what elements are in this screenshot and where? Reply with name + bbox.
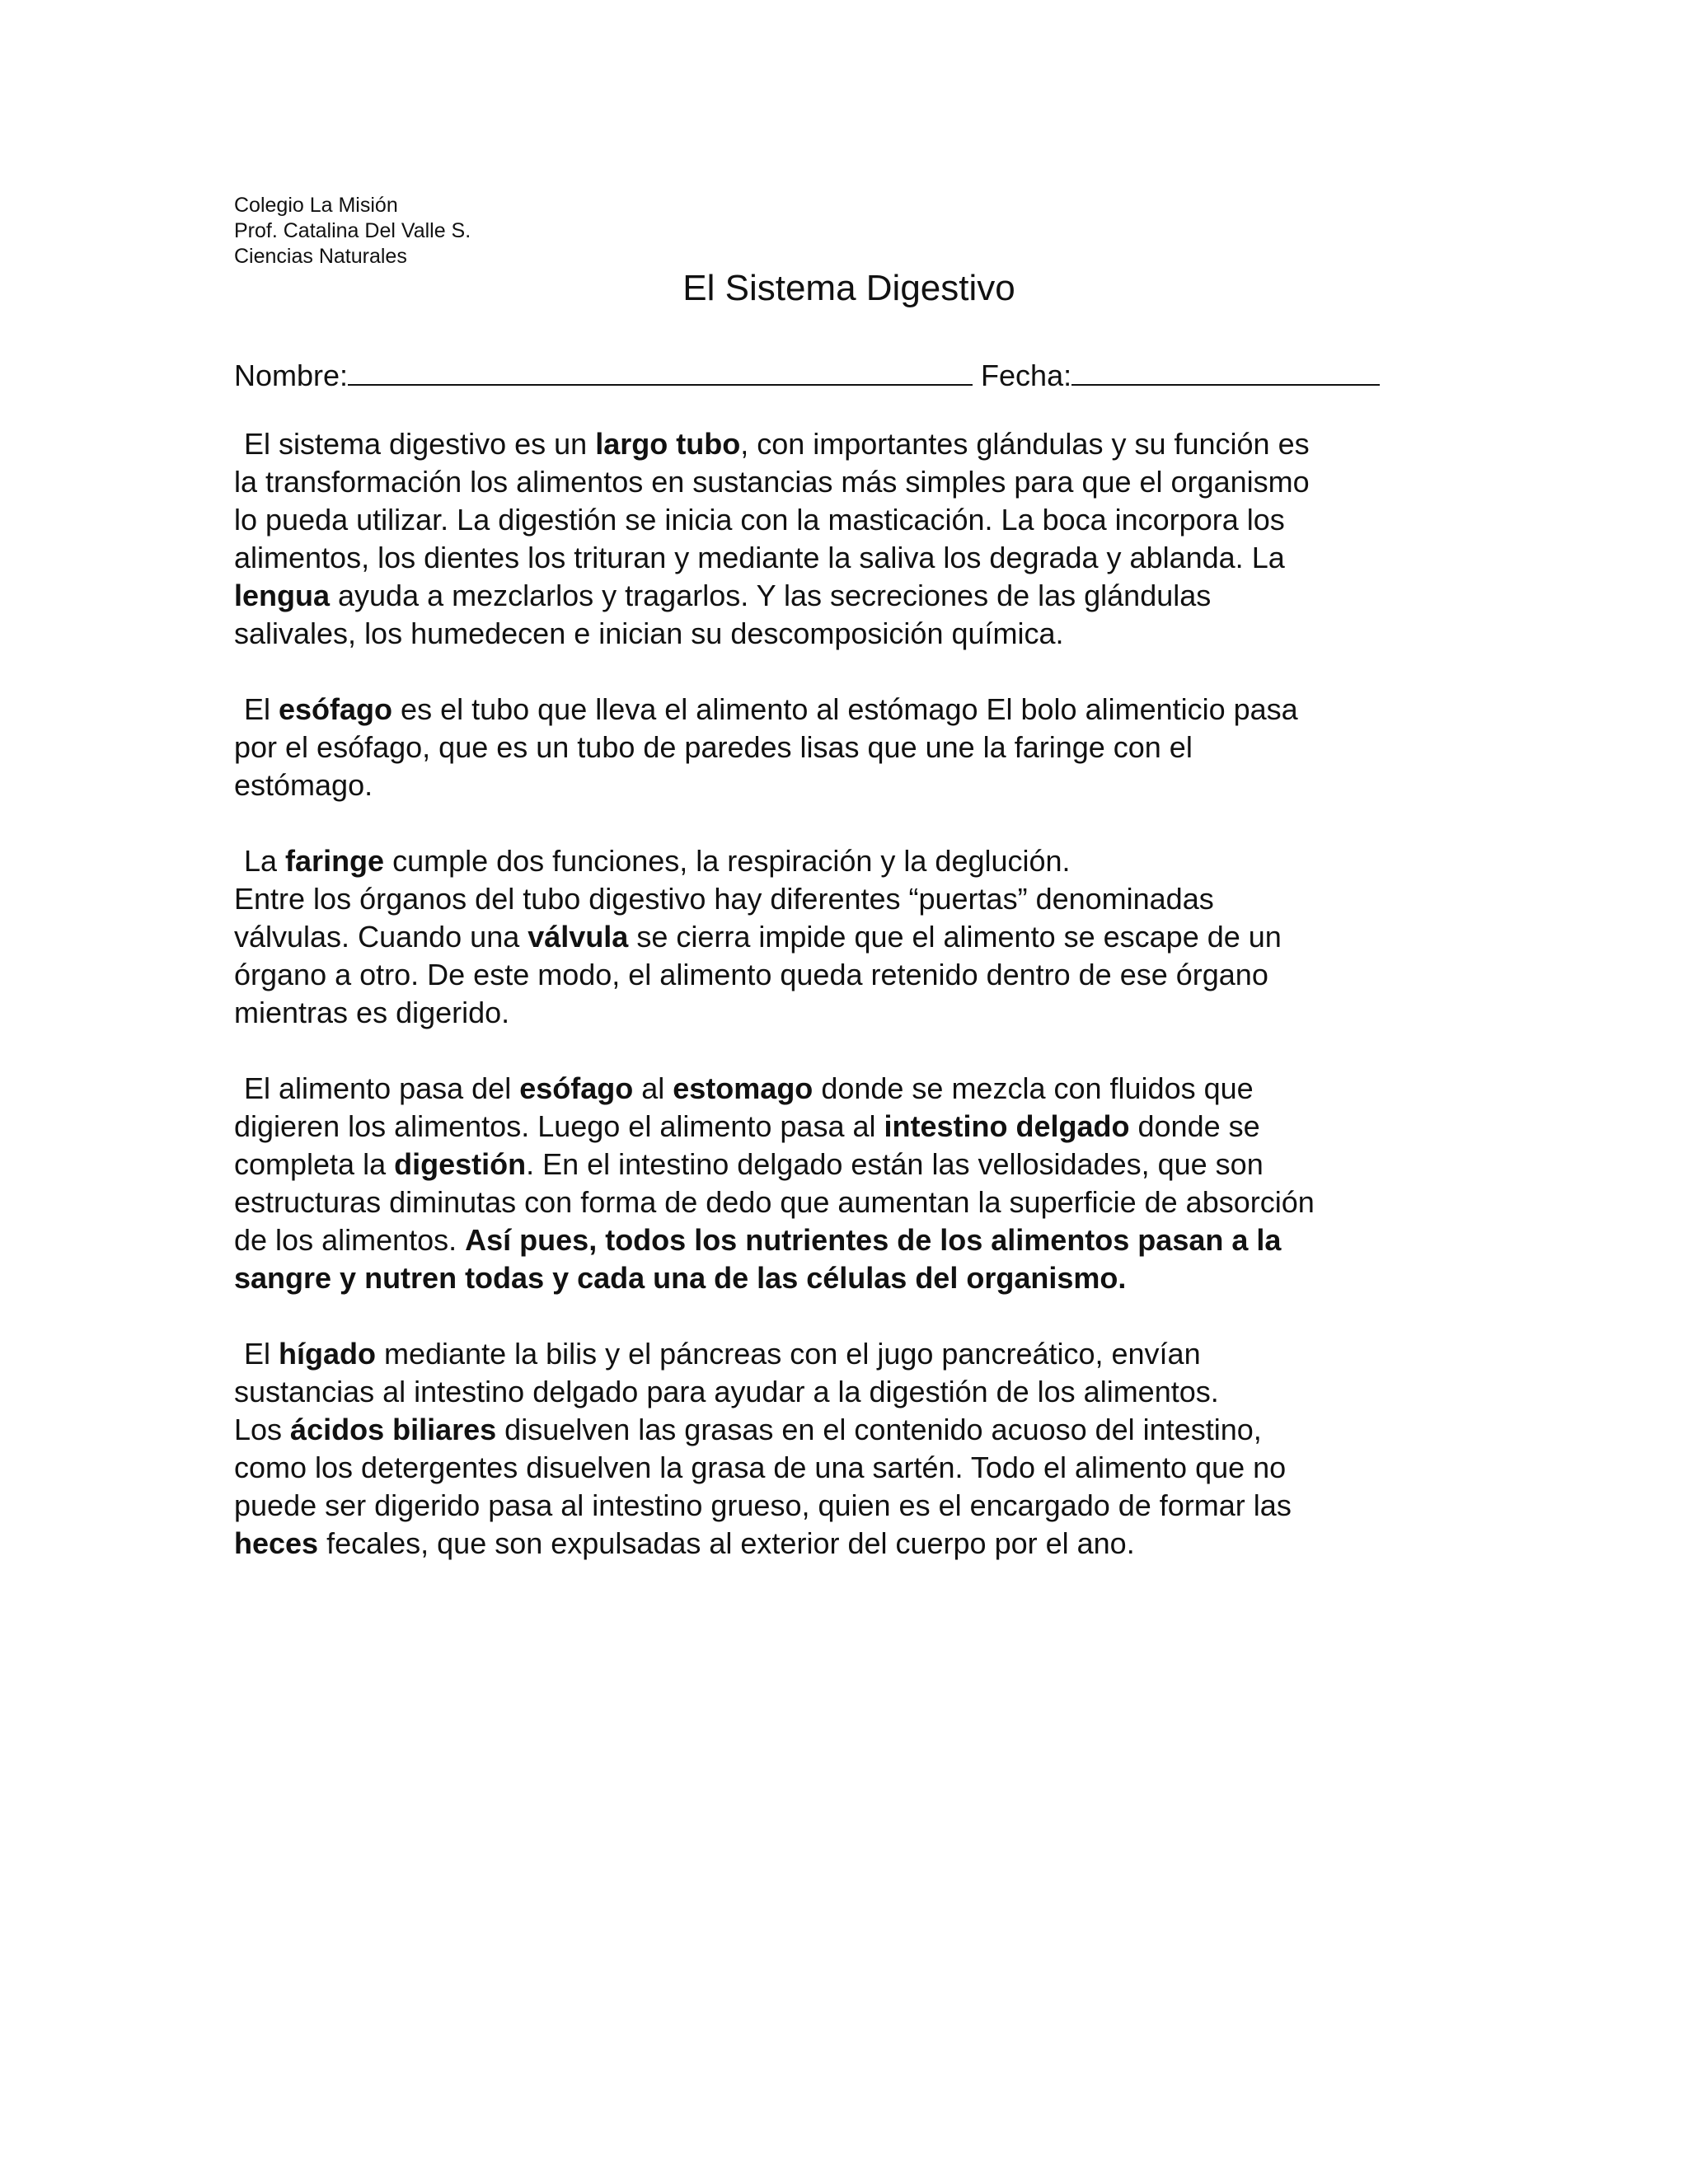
bold-term: lengua	[234, 579, 331, 612]
text-line: salivales, los humedecen e inician su descomposición química.	[234, 616, 1064, 650]
text-line: la transformación los alimentos en sustancias más simples para que el organismo	[234, 465, 1310, 499]
text-line: Entre los órganos del tubo digestivo hay diferentes “puertas” denominadas	[234, 882, 1214, 916]
text-line: sustancias al intestino delgado para ayudar a la digestión de los alimentos.	[234, 1375, 1219, 1408]
text-line	[234, 1525, 1454, 1563]
text-run: La	[244, 844, 286, 878]
text-line	[234, 1259, 1454, 1297]
text-line	[234, 691, 1454, 729]
text-run: mediante la bilis y el páncreas con el jugo pancreático, envían	[376, 1337, 1201, 1371]
text-line	[234, 918, 1454, 956]
text-line: órgano a otro. De este modo, el alimento queda retenido dentro de ese órgano	[234, 958, 1268, 991]
school-name: Colegio La Misión	[234, 194, 398, 217]
text-line: alimentos, los dientes los trituran y mediante la saliva los degrada y ablanda. La	[234, 541, 1285, 574]
text-run: completa la	[234, 1147, 395, 1181]
page-title	[0, 265, 1688, 312]
page-title-text: El Sistema Digestivo	[682, 268, 1015, 308]
paragraph-5	[234, 1335, 1454, 1563]
text-run: se cierra impide que el alimento se escape de un	[628, 920, 1282, 954]
bold-sentence: sangre y nutren todas y cada una de las células del organismo.	[234, 1261, 1127, 1295]
text-run: ayuda a mezclarlos y tragarlos. Y las secreciones de las glándulas	[330, 579, 1212, 612]
bold-term: válvula	[528, 920, 629, 954]
student-fields	[234, 356, 1380, 396]
document-header	[234, 193, 471, 269]
text-run: El	[244, 692, 279, 726]
text-line	[234, 1070, 1454, 1108]
text-run: es el tubo que lleva el alimento al estómago El bolo alimenticio pasa	[392, 692, 1298, 726]
date-blank-line[interactable]	[1071, 359, 1380, 386]
subject-name: Ciencias Naturales	[234, 245, 407, 268]
text-line: por el esófago, que es un tubo de paredes lisas que une la faringe con el	[234, 730, 1193, 764]
teacher-name: Prof. Catalina Del Valle S.	[234, 219, 471, 242]
text-run: El alimento pasa del	[244, 1071, 520, 1105]
text-run: , con importantes glándulas y su función es	[740, 427, 1310, 461]
text-line	[234, 425, 1454, 463]
body-text	[234, 425, 1454, 1601]
text-run: fecales, que son expulsadas al exterior del cuerpo por el ano.	[318, 1526, 1135, 1560]
text-run: donde se mezcla con fluidos que	[813, 1071, 1254, 1105]
bold-term: largo tubo	[595, 427, 741, 461]
text-line: mientras es digerido.	[234, 996, 510, 1029]
text-line	[234, 577, 1454, 615]
paragraph-4	[234, 1070, 1454, 1297]
text-run: de los alimentos.	[234, 1223, 466, 1257]
text-run: El	[244, 1337, 279, 1371]
text-run: cumple dos funciones, la respiración y la deglución.	[384, 844, 1071, 878]
text-line: como los detergentes disuelven la grasa de una sartén. Todo el alimento que no	[234, 1451, 1287, 1484]
name-label: Nombre:	[234, 359, 349, 392]
text-line: lo pueda utilizar. La digestión se inicia con la masticación. La boca incorpora los	[234, 503, 1285, 537]
text-line	[234, 842, 1454, 880]
bold-term: esófago	[519, 1071, 634, 1105]
bold-term: hígado	[279, 1337, 376, 1371]
paragraph-1	[234, 425, 1454, 653]
text-line	[234, 1335, 1454, 1373]
bold-term: faringe	[285, 844, 385, 878]
bold-term: intestino delgado	[884, 1109, 1130, 1143]
bold-term: digestión	[394, 1147, 527, 1181]
text-run: Los	[234, 1413, 291, 1446]
name-blank-line[interactable]	[348, 359, 973, 386]
text-line	[234, 1221, 1454, 1259]
bold-sentence: Así pues, todos los nutrientes de los alimentos pasan a la	[465, 1223, 1282, 1257]
text-run: digieren los alimentos. Luego el alimento pasa al	[234, 1109, 884, 1143]
date-label: Fecha:	[981, 359, 1072, 392]
bold-term: esófago	[279, 692, 393, 726]
text-run: válvulas. Cuando una	[234, 920, 528, 954]
paragraph-2	[234, 691, 1454, 804]
text-line	[234, 1146, 1454, 1183]
text-line	[234, 1411, 1454, 1449]
text-line	[234, 1108, 1454, 1146]
bold-term: estomago	[673, 1071, 814, 1105]
text-run: donde se	[1129, 1109, 1260, 1143]
paragraph-3	[234, 842, 1454, 1032]
text-run: . En el intestino delgado están las vellosidades, que son	[526, 1147, 1264, 1181]
text-line: estómago.	[234, 768, 373, 802]
text-line: puede ser digerido pasa al intestino grueso, quien es el encargado de formar las	[234, 1488, 1292, 1522]
bold-term: heces	[234, 1526, 319, 1560]
text-run: El sistema digestivo es un	[244, 427, 596, 461]
text-run: al	[633, 1071, 673, 1105]
text-line: estructuras diminutas con forma de dedo que aumentan la superficie de absorción	[234, 1185, 1315, 1219]
text-run: disuelven las grasas en el contenido acuoso del intestino,	[496, 1413, 1262, 1446]
bold-term: ácidos biliares	[290, 1413, 497, 1446]
